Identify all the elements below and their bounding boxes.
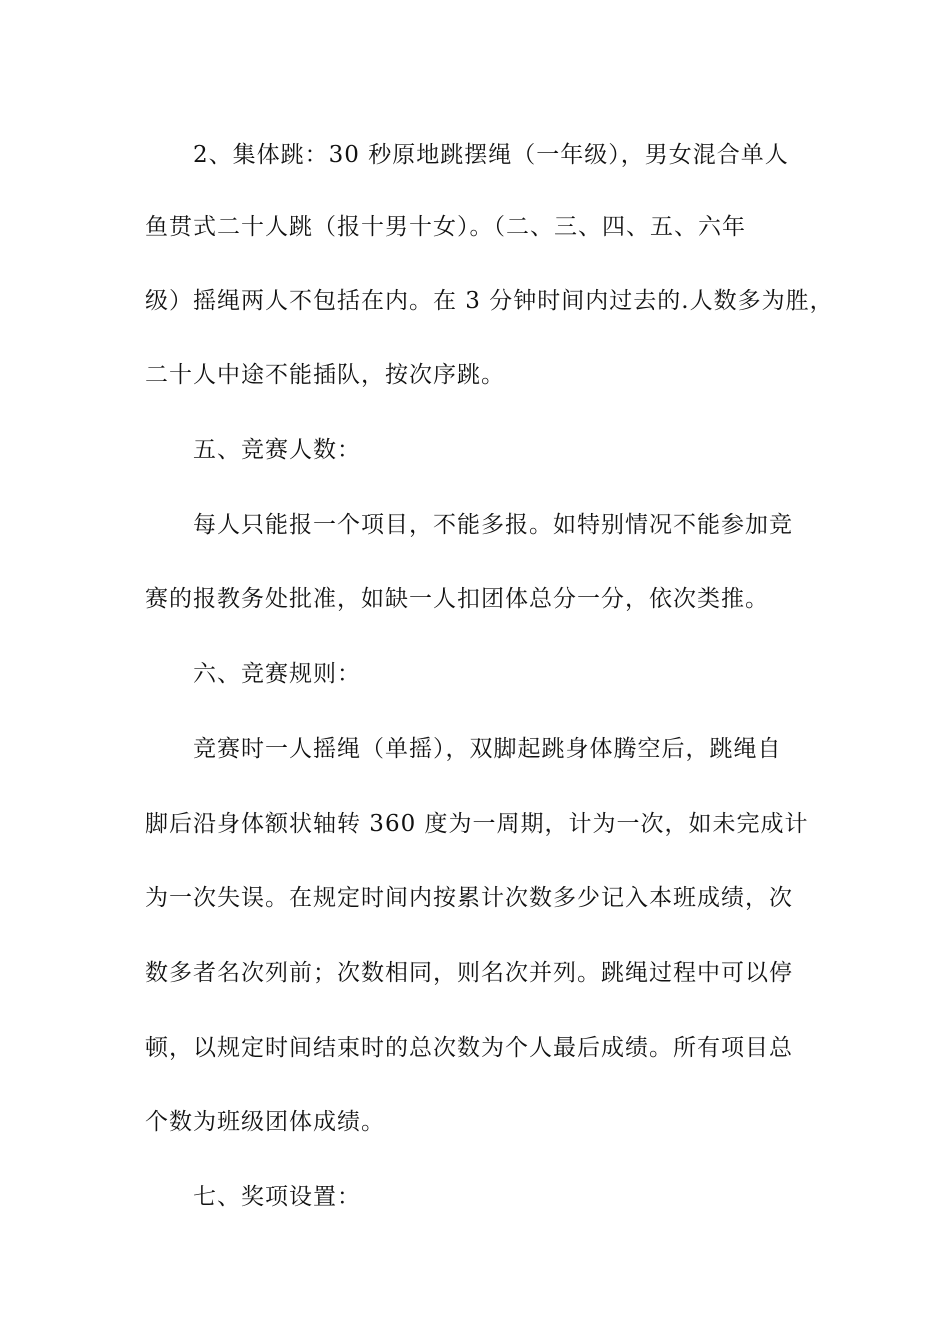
paragraph-line: 鱼贯式二十人跳（报十男十女）。（二、三、四、五、六年: [145, 214, 746, 240]
paragraph-line: 为一次失误。在规定时间内按累计次数多少记入本班成绩，次: [145, 885, 793, 911]
section-heading: 五、竞赛人数：: [193, 437, 361, 463]
paragraph-line: 级）摇绳两人不包括在内。在 3 分钟时间内过去的.人数多为胜，: [145, 288, 834, 314]
paragraph-line: 赛的报教务处批准，如缺一人扣团体总分一分，依次类推。: [145, 586, 769, 612]
paragraph-line: 顿，以规定时间结束时的总次数为个人最后成绩。所有项目总: [145, 1035, 793, 1061]
paragraph-line: 每人只能报一个项目，不能多报。如特别情况不能参加竞: [193, 512, 793, 538]
section-heading: 六、竞赛规则：: [193, 661, 361, 687]
paragraph-line: 个数为班级团体成绩。: [145, 1109, 385, 1135]
paragraph-line: 竞赛时一人摇绳（单摇），双脚起跳身体腾空后，跳绳自: [193, 736, 782, 762]
paragraph-line: 数多者名次列前；次数相同，则名次并列。跳绳过程中可以停: [145, 960, 793, 986]
paragraph-line: 2、集体跳：30 秒原地跳摆绳（一年级），男女混合单人: [193, 142, 789, 168]
paragraph-line: 二十人中途不能插队，按次序跳。: [145, 362, 505, 388]
paragraph-line: 脚后沿身体额状轴转 360 度为一周期，计为一次，如未完成计: [145, 811, 809, 837]
section-heading: 七、奖项设置：: [193, 1184, 361, 1210]
